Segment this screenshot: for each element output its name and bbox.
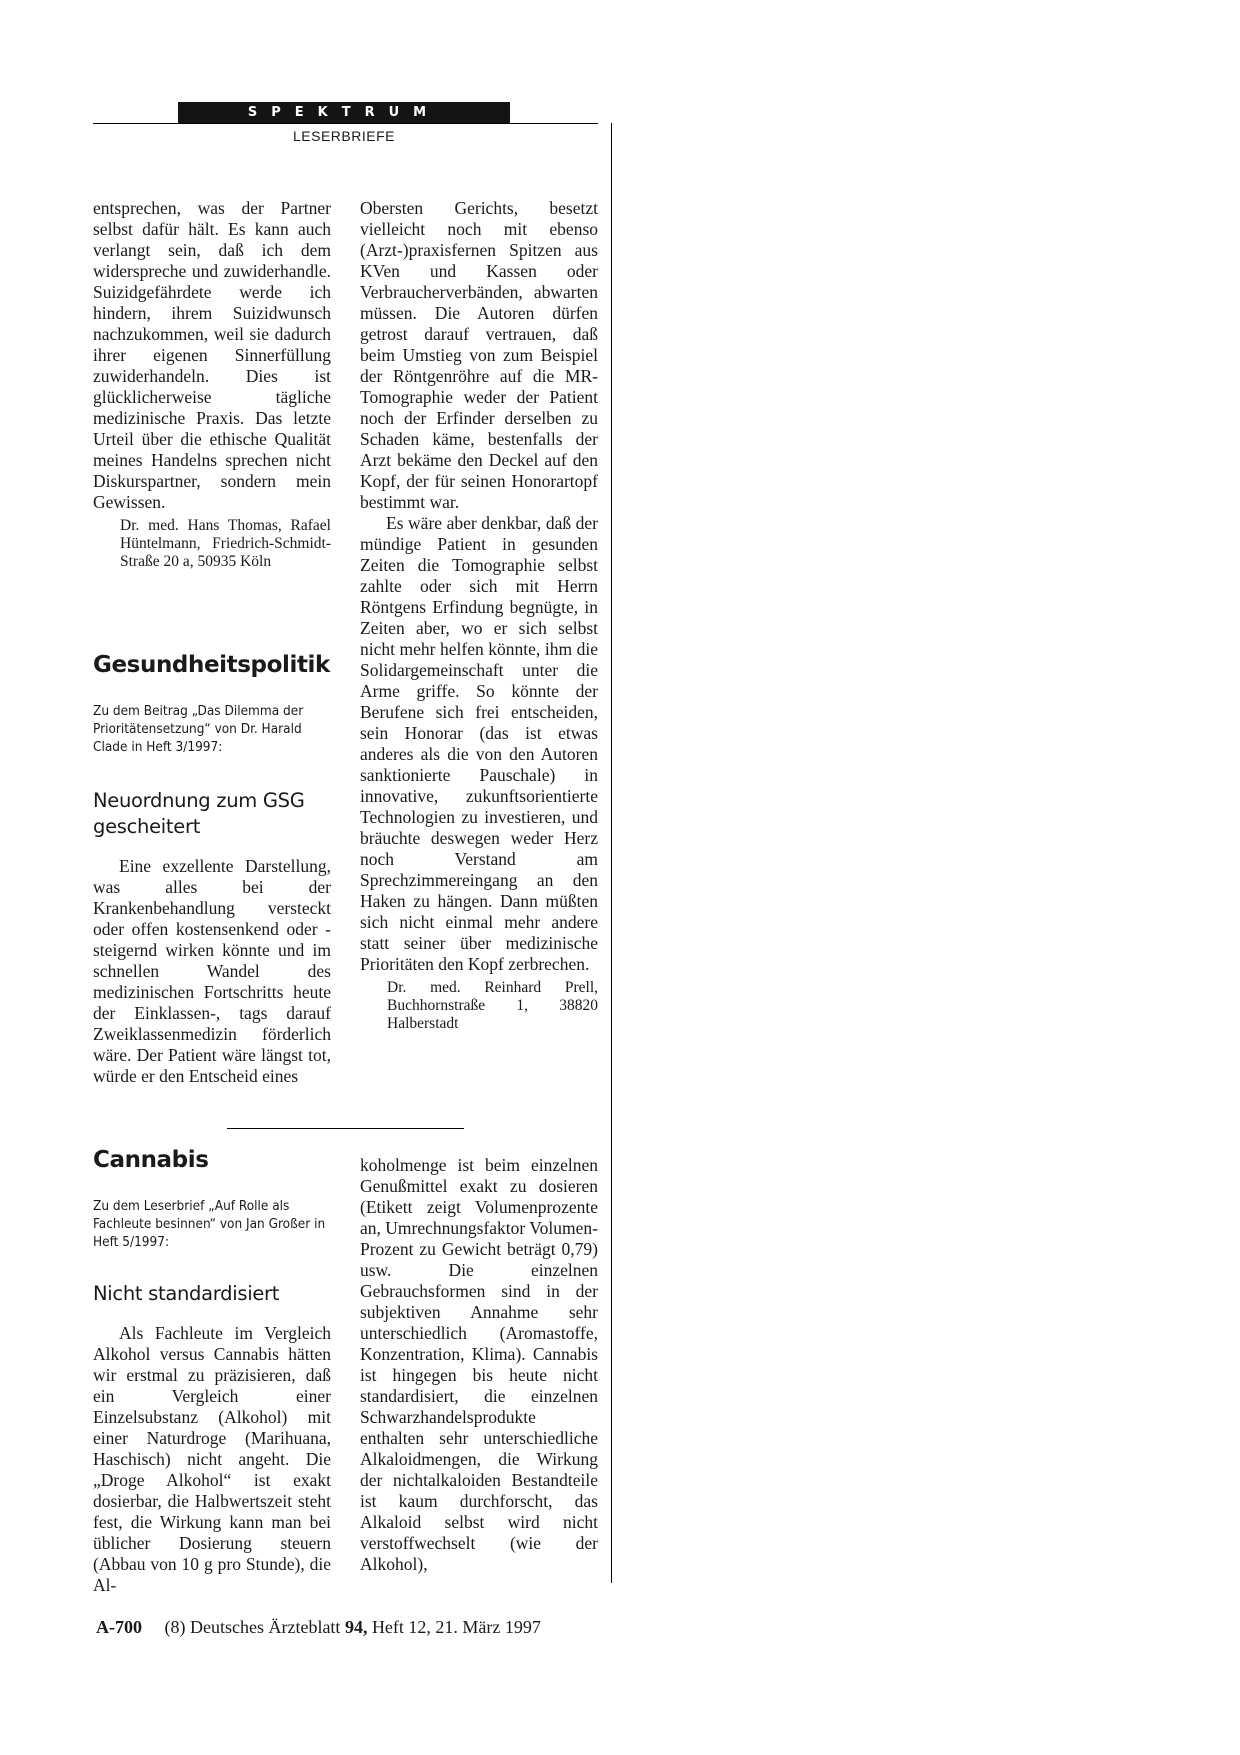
cannabis-left-column <box>93 1323 331 1596</box>
page-folio: A-700 <box>96 1617 142 1637</box>
gesundheit-body-right-2: Es wäre aber denkbar, daß der mündige Patient in gesunden Zeiten die Tomographie selbst zahlte oder sich mit Herrn Röntgens Erfindung begnügte, in Zeiten aber, wo er sich selbst nicht mehr helfen könnte, ihm die Solidargemeinschaft unter die Arme griffe. So könnte der Berufene sich frei entscheiden, sein Honorar (das ist etwas anderes als die von den Autoren sanktionierte Pauschale) in innovative, zukunftsorientierte Technologien zu investieren, und bräuchte deswegen weder Herz noch Verstand am Sprechzimmereingang an den Haken zu hängen. Dann müßten sich nicht einmal mehr andere statt seiner über medizinische Prioritäten den Kopf zerbrechen. <box>360 513 598 974</box>
gesundheit-right-column <box>360 198 598 1033</box>
gesundheit-left-column <box>93 856 331 1087</box>
issue-prefix: (8) Deutsches Ärzteblatt <box>164 1617 341 1637</box>
section-divider <box>227 1128 464 1129</box>
section-subrubric: LESERBRIEFE <box>293 128 395 144</box>
cannabis-right-column <box>360 1155 598 1575</box>
letter1-column <box>93 198 331 571</box>
issue-suffix: Heft 12, 21. März 1997 <box>371 1617 541 1637</box>
header-rule <box>93 123 598 124</box>
title-cannabis: Nicht standardisiert <box>93 1282 280 1305</box>
cannabis-body-right: koholmenge ist beim einzelnen Genußmittel exakt zu dosieren (Etikett zeigt Volumenprozente an, Umrechnungsfaktor Volumen-Prozent zu Gewicht beträgt 0,79) usw. Die einzelnen Gebrauchsformen sind in der subjektiven Annahme sehr unterschiedlich (Aromastoffe, Konzentration, Klima). Cannabis ist hingegen bis heute nicht standardisiert, die einzelnen Schwarzhandelsprodukte enthalten sehr unterschiedliche Alkaloidmengen, die Wirkung der nichtalkaloiden Bestandteile ist kaum durchforscht, das Alkaloid selbst wird nicht verstoffwechselt (wie der Alkohol), <box>360 1155 598 1574</box>
issue-volume: 94, <box>344 1617 368 1637</box>
rubric-gesundheitspolitik: Gesundheitspolitik <box>93 652 330 678</box>
title-gesundheitspolitik: Neuordnung zum GSG gescheitert <box>93 789 305 838</box>
section-rubric: SPEKTRUM <box>178 102 510 123</box>
gesundheit-body-right-1: Obersten Gerichts, besetzt vielleicht noch mit ebenso (Arzt-)praxisfernen Spitzen aus KVen und Kassen oder Verbraucherverbänden, abwarten müssen. Die Autoren dürfen getrost darauf vertrauen, daß beim Umstieg von zum Beispiel der Röntgenröhre auf die MR-Tomographie weder der Patient noch der Erfinder derselben zu Schaden käme, bestenfalls der Arzt bekäme den Deckel auf den Kopf, der für seinen Honorartopf bestimmt war. <box>360 198 598 512</box>
cannabis-body-left: Als Fachleute im Vergleich Alkohol versus Cannabis hätten wir erstmal zu präzisieren, daß ein Vergleich einer Einzelsubstanz (Alkohol) mit einer Naturdroge (Marihuana, Haschisch) nicht angeht. Die „Droge Alkohol“ ist exakt dosierbar, die Halbwertszeit steht fest, die Wirkung kann man bei üblicher Dosierung steuern (Abbau von 10 g pro Stunde), die Al- <box>93 1323 331 1595</box>
reference-gesundheitspolitik: Zu dem Beitrag „Das Dilemma der Prioritätensetzung“ von Dr. Harald Clade in Heft 3/1997: <box>93 703 304 755</box>
rubric-cannabis: Cannabis <box>93 1147 209 1173</box>
page-footer <box>96 1617 541 1638</box>
gesundheit-signature: Dr. med. Reinhard Prell, Buchhornstraße 1, 38820 Halberstadt <box>387 979 598 1032</box>
letter1-signature: Dr. med. Hans Thomas, Rafael Hüntelmann, Friedrich-Schmidt-Straße 20 a, 50935 Köln <box>120 517 331 570</box>
column-rule <box>611 123 612 1583</box>
reference-cannabis: Zu dem Leserbrief „Auf Rolle als Fachleute besinnen“ von Jan Großer in Heft 5/1997: <box>93 1198 326 1250</box>
gesundheit-body-left: Eine exzellente Darstellung, was alles bei der Krankenbehandlung versteckt oder offen kostensenkend oder -steigernd wirken könnte und im schnellen Wandel des medizinischen Fortschritts heute der Einklassen-, tags darauf Zweiklassenmedizin förderlich wäre. Der Patient wäre längst tot, würde er den Entscheid eines <box>93 856 331 1086</box>
letter1-body: entsprechen, was der Partner selbst dafür hält. Es kann auch verlangt sein, daß ich dem widerspreche und zuwiderhandle. Suizidgefährdete werde ich hindern, ihrem Suizidwunsch nachzukommen, weil sie dadurch ihrer eigenen Sinnerfüllung zuwiderhandeln. Dies ist glücklicherweise tägliche medizinische Praxis. Das letzte Urteil über die ethische Qualität meines Handelns sprechen nicht Diskurspartner, sondern mein Gewissen. <box>93 198 331 512</box>
